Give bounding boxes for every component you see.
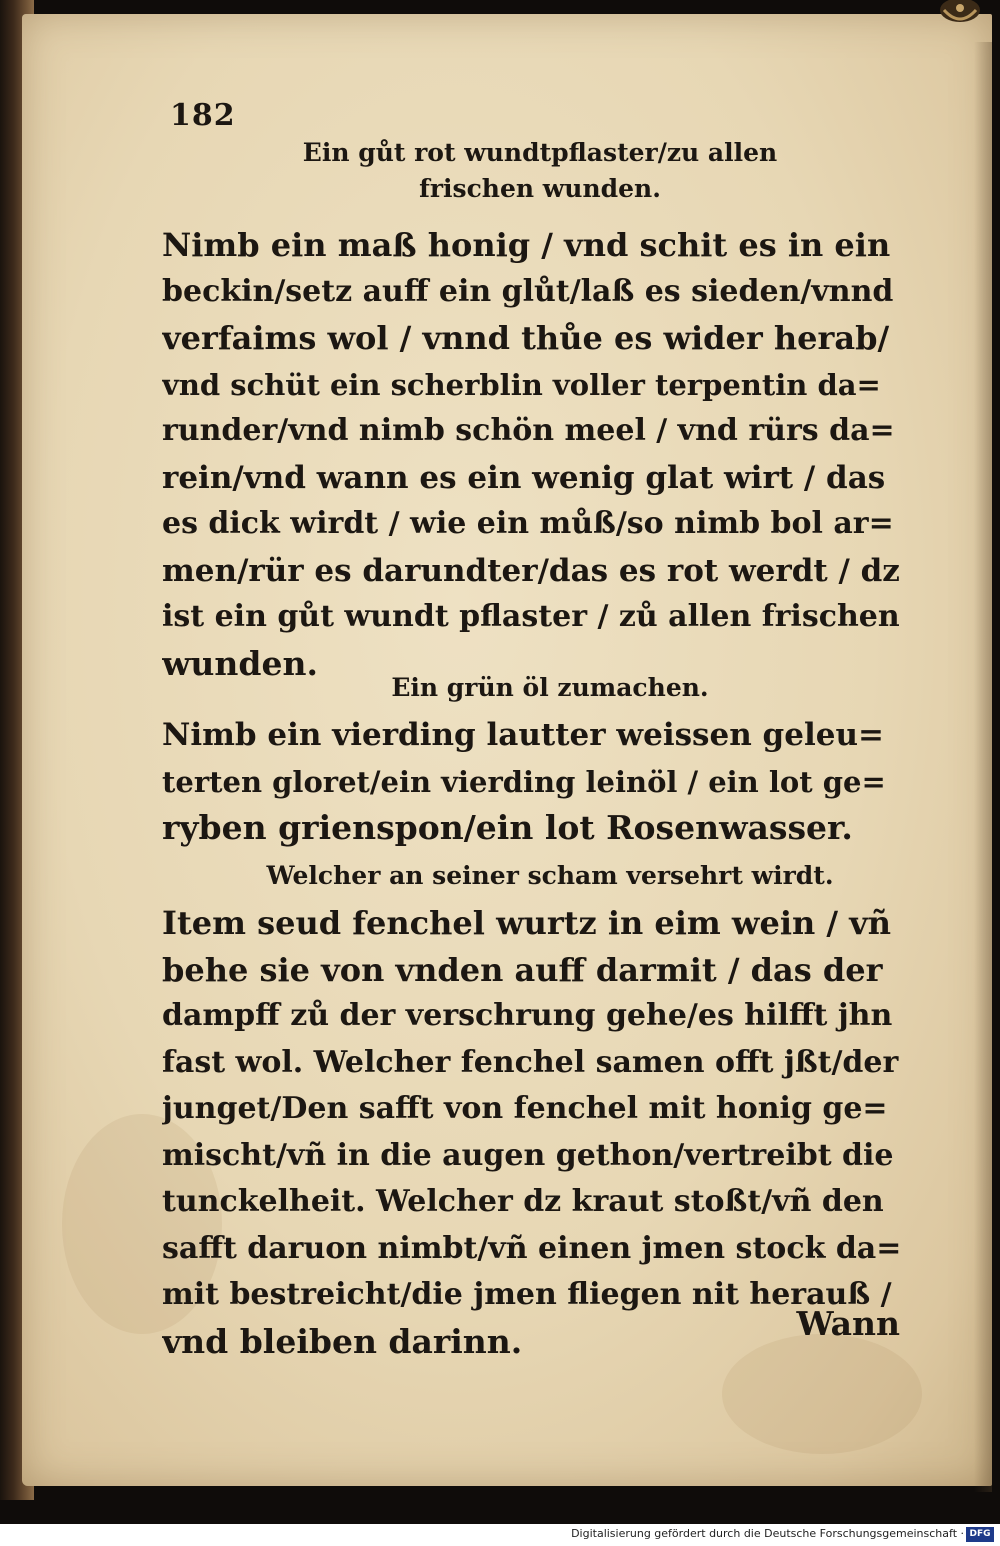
text-line: fast wol. Welcher fenchel samen offt jßt/der <box>162 1044 899 1080</box>
text-line: rein/vnd wann es ein wenig glat wirt / das <box>162 459 886 496</box>
paragraph-pflaster <box>162 222 902 687</box>
text-line: beckin/setz auff ein glůt/laß es sieden/vnnd <box>162 273 894 309</box>
heading-line: Ein gůt rot wundtpflaster/zu allen <box>302 138 778 167</box>
text-line: dampff zů der verschrung gehe/es hilfft jhn <box>162 998 893 1033</box>
section-heading-oel <box>200 670 900 706</box>
text-line: junget/Den safft von fenchel mit honig ge= <box>162 1091 888 1126</box>
text-line: mischt/vñ in die augen gethon/vertreibt die <box>162 1137 894 1173</box>
text-line: Item seud fenchel wurtz in eim wein / vñ <box>162 904 892 942</box>
text-line: es dick wirdt / wie ein můß/so nimb bol ar= <box>162 506 894 541</box>
text-line: vnd bleiben darinn. <box>162 1321 523 1361</box>
text-line: tunckelheit. Welcher dz kraut stoßt/vñ den <box>162 1184 884 1219</box>
heading-line: frischen wunden. <box>419 174 661 203</box>
text-line: ryben grienspon/ein lot Rosenwasser. <box>162 808 853 847</box>
page-edge-shadow <box>974 42 992 1492</box>
text-line: verfaims wol / vnnd thůe es wider herab/ <box>162 319 890 357</box>
text-line: vnd schüt ein scherblin voller terpentin da= <box>162 367 881 402</box>
text-line: men/rür es darundter/das es rot werdt / dz <box>162 552 900 589</box>
text-line: ist ein gůt wundt pflaster / zů allen frischen <box>162 599 900 634</box>
dfg-logo[interactable]: DFG <box>966 1527 994 1542</box>
section-heading-pflaster <box>190 135 890 207</box>
text-line: Nimb ein vierding lautter weissen geleu= <box>162 717 884 753</box>
corner-ornament <box>934 0 986 30</box>
text-line: mit bestreicht/die jmen fliegen nit herauß / <box>162 1277 892 1312</box>
heading-line: Ein grün öl zumachen. <box>391 673 709 702</box>
text-line: runder/vnd nimb schön meel / vnd rürs da= <box>162 413 895 448</box>
page-number: 182 <box>170 98 236 133</box>
paragraph-oel <box>162 712 902 852</box>
text-line: behe sie von vnden auff darmit / das der <box>162 950 883 989</box>
heading-line: Welcher an seiner scham versehrt wirdt. <box>266 861 834 890</box>
text-line: terten gloret/ein vierding leinöl / ein lot ge= <box>162 764 886 799</box>
catchword: Wann <box>796 1304 900 1343</box>
section-heading-scham <box>200 858 900 894</box>
footer-credit: Digitalisierung gefördert durch die Deutsche Forschungsgemeinschaft · <box>571 1527 964 1540</box>
text-line: Nimb ein maß honig / vnd schit es in ein <box>162 226 891 264</box>
paragraph-scham <box>162 900 902 1365</box>
text-line: safft daruon nimbt/vñ einen jmen stock da= <box>162 1230 902 1266</box>
text-line: wunden. <box>162 643 318 683</box>
